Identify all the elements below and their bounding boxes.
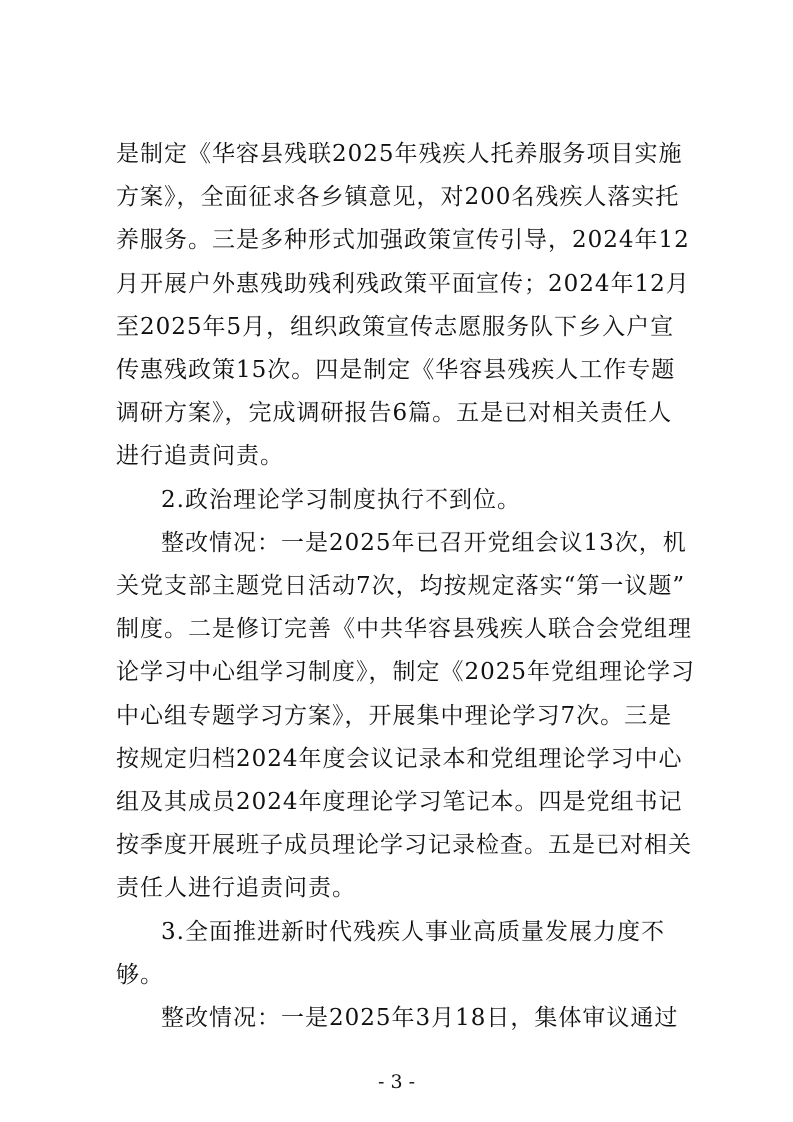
page-number: - 3 -	[377, 1071, 415, 1093]
body-text-line: 按规定归档2024年度会议记录本和党组理论学习中心	[116, 746, 683, 772]
body-text-line: 至2025年5月，组织政策宣传志愿服务队下乡入户宣	[116, 314, 675, 340]
body-text-line: 中心组专题学习方案》，开展集中理论学习7次。三是	[116, 703, 673, 729]
section-heading-2: 2.政治理论学习制度执行不到位。	[161, 487, 521, 513]
body-text-line: 够。	[116, 962, 164, 988]
body-text-line: 论学习中心组学习制度》，制定《2025年党组理论学习	[116, 659, 696, 685]
body-text-line: 组及其成员2024年度理论学习笔记本。四是党组书记	[116, 789, 683, 815]
section-heading-3: 3.全面推进新时代残疾人事业高质量发展力度不	[161, 919, 665, 945]
body-text-line: 按季度开展班子成员理论学习记录检查。五是已对相关	[116, 832, 692, 858]
body-text-line: 是制定《华容县残联2025年残疾人托养服务项目实施	[116, 141, 683, 167]
body-text-line: 关党支部主题党日活动7次，均按规定落实“第一议题”	[116, 573, 686, 599]
body-text-line: 月开展户外惠残助残利残政策平面宣传；2024年12月	[116, 271, 690, 297]
body-text-line: 传惠残政策15次。四是制定《华容县残疾人工作专题	[116, 357, 676, 383]
body-text-line: 责任人进行追责问责。	[116, 875, 356, 901]
body-text-line: 进行追责问责。	[116, 443, 284, 469]
body-text-line: 方案》，全面征求各乡镇意见，对200名残疾人落实托	[116, 184, 680, 210]
body-text-line: 整改情况：一是2025年已召开党组会议13次，机	[161, 530, 687, 556]
body-text-line: 制度。二是修订完善《中共华容县残疾人联合会党组理	[116, 616, 692, 642]
body-text-line: 调研方案》，完成调研报告6篇。五是已对相关责任人	[116, 400, 673, 426]
body-text-line: 整改情况：一是2025年3月18日，集体审议通过	[161, 1005, 679, 1031]
body-text-line: 养服务。三是多种形式加强政策宣传引导，2024年12	[116, 227, 690, 253]
